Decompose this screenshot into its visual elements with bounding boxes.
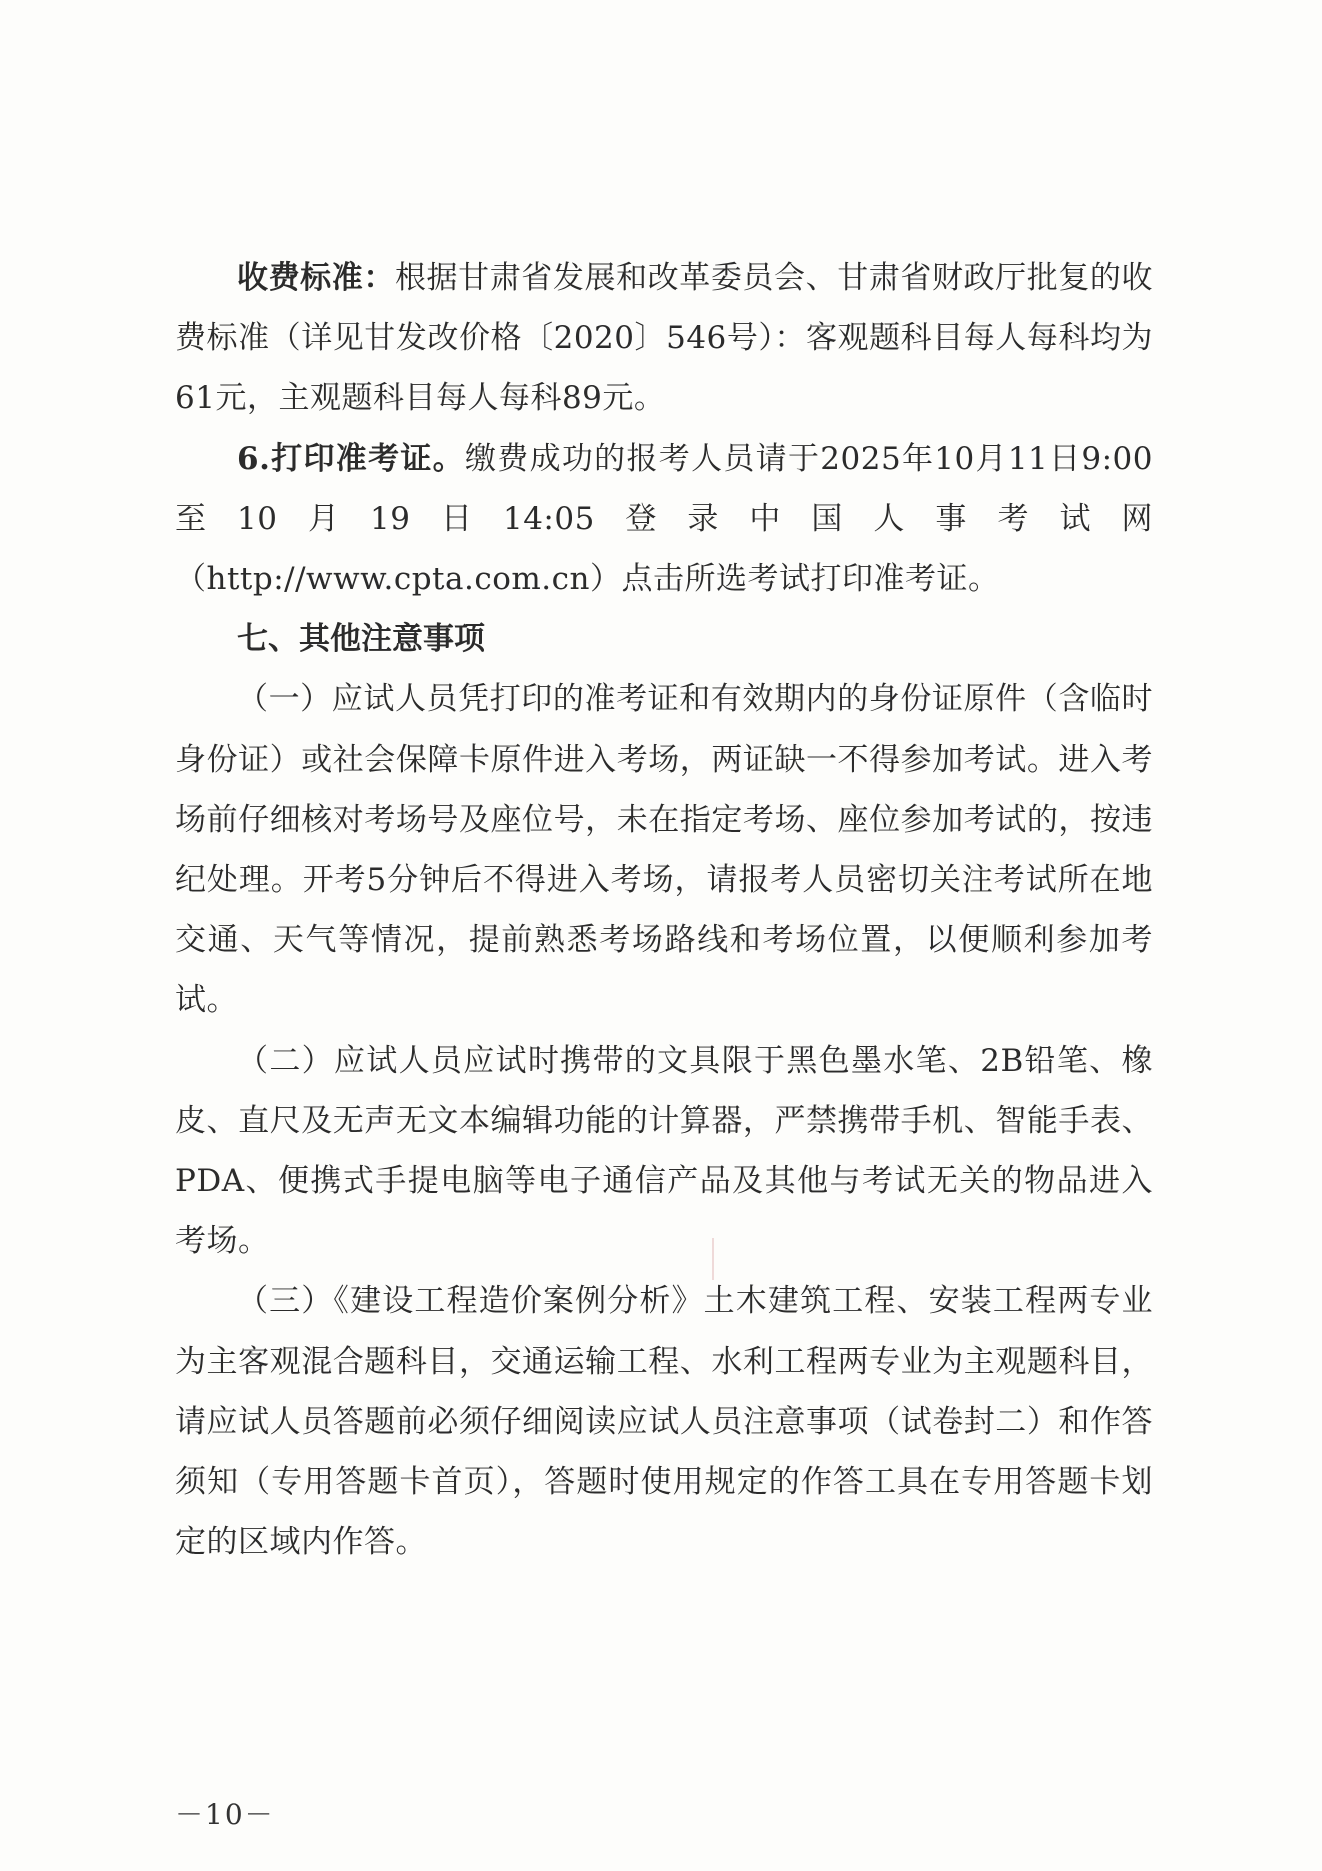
section-heading-other-notes: 七、其他注意事项 xyxy=(237,621,485,658)
notice-item-1: （一）应试人员凭打印的准考证和有效期内的身份证原件（含临时身份证）或社会保障卡原件进入考场，两证缺一不得参加考试。进入考场前仔细核对考场号及座位号，未在指定考场、座位参加考试的，按违纪处理。开考5分钟后不得进入考场，请报考人员密切关注考试所在地交通、天气等情况，提前熟悉考场路线和考场位置，以便顺利参加考试。 xyxy=(175,681,1153,1019)
fee-standard-text: 根据甘肃省发展和改革委员会、甘肃省财政厅批复的收费标准（详见甘发改价格〔2020〕546号）：客观题科目每人每科均为61元，主观题科目每人每科89元。 xyxy=(175,260,1154,417)
fee-standard-paragraph xyxy=(175,248,1153,429)
fee-standard-label: 收费标准： xyxy=(237,260,395,296)
print-admission-paragraph xyxy=(175,429,1153,610)
document-body xyxy=(175,248,1153,1572)
faint-stamp-mark xyxy=(712,1238,714,1280)
notice-item-3: （三）《建设工程造价案例分析》土木建筑工程、安装工程两专业为主客观混合题科目，交通运输工程、水利工程两专业为主观题科目，请应试人员答题前必须仔细阅读应试人员注意事项（试卷封二）和作答须知（专用答题卡首页），答题时使用规定的作答工具在专用答题卡划定的区域内作答。 xyxy=(175,1283,1153,1561)
print-admission-text: 缴费成功的报考人员请于2025年10月11日9:00至10月19日14:05登录中国人事考试网（http://www.cpta.com.cn）点击所选考试打印准考证。 xyxy=(175,440,1153,598)
page-number: －10－ xyxy=(175,1798,275,1831)
notice-item-2: （二）应试人员应试时携带的文具限于黑色墨水笔、2B铅笔、橡皮、直尺及无声无文本编辑功能的计算器，严禁携带手机、智能手表、PDA、便携式手提电脑等电子通信产品及其他与考试无关的物品进入考场。 xyxy=(175,1042,1153,1260)
print-admission-label: 6.打印准考证。 xyxy=(237,440,465,477)
